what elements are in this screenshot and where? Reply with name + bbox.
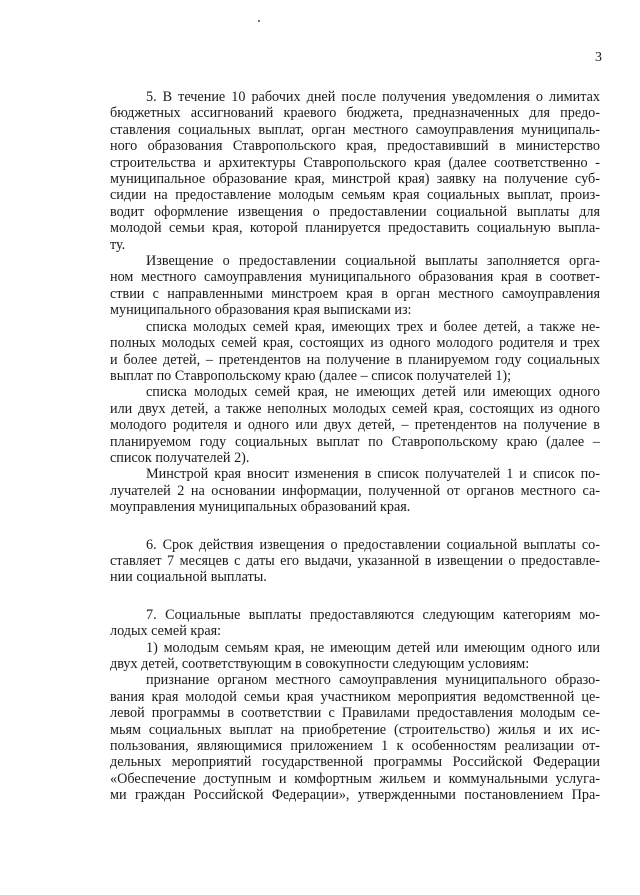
text-line: молодой семьи края, которой планируется предоставить социальную выпла- — [110, 220, 600, 237]
text-line: молодого родителя и одного или двух детей, – претендентов на получение в — [110, 417, 600, 434]
text-line: признание органом местного самоуправления муниципального образо- — [146, 672, 600, 689]
text-line: списка молодых семей края, имеющих трех и более детей, а также не- — [146, 318, 600, 335]
paragraph-p5 — [110, 89, 600, 253]
text-line: список получателей 2). — [110, 449, 250, 466]
text-line: пользования, являющимися приложением 1 к особенностям реализации от- — [110, 738, 600, 755]
text-line: ствии с направленными минстроем края в орган местного самоуправления — [110, 285, 600, 302]
text-line: лодых семей края: — [110, 623, 222, 640]
paragraph-p5-changes — [110, 466, 600, 515]
text-line: списка молодых семей края, не имеющих детей или имеющих одного — [146, 384, 600, 401]
paragraph-gap — [110, 586, 600, 607]
paragraph-p5-list2 — [110, 384, 600, 466]
text-line: строительства и архитектуры Ставропольского края (далее соответственно - — [110, 154, 600, 171]
text-line: ту. — [110, 236, 126, 253]
text-line: 6. Срок действия извещения о предоставлении социальной выплаты со- — [146, 536, 600, 553]
text-line: ставления социальных выплат, орган местного самоуправления муниципаль- — [110, 121, 600, 138]
text-line: ного образования Ставропольского края, предоставивший в министерство — [110, 138, 600, 155]
text-line: моуправления муниципальных образований края. — [110, 499, 411, 516]
paragraph-p7-1 — [110, 640, 600, 673]
text-line: лучателей 2 на основании информации, полученной от органов местного са- — [110, 482, 600, 499]
text-line: ставляет 7 месяцев с даты его выдачи, указанной в извещении о предоставле- — [110, 552, 600, 569]
text-line: левой программы в соответствии с Правилами предоставления молодым се- — [110, 705, 600, 722]
text-line: 7. Социальные выплаты предоставляются следующим категориям мо- — [146, 606, 600, 623]
text-line: двух детей, соответствующим в совокупности следующим условиям: — [110, 656, 530, 672]
text-line: водит оформление извещения о предоставлении социальной выплаты для — [110, 203, 600, 220]
paragraph-p7-1-recognition — [110, 672, 600, 803]
text-line: и более детей, – претендентов на получение в планируемом году социальных — [110, 351, 600, 368]
paragraph-p5-list1 — [110, 319, 600, 385]
paragraph-p7 — [110, 607, 600, 640]
text-line: полных молодых семей края, состоящих из одного молодого родителя и трех — [110, 335, 600, 352]
text-line: муниципальное образование края, минстрой края) заявку на получение суб- — [110, 171, 600, 188]
text-line: дельных мероприятий государственной программы Российской Федерации — [110, 754, 600, 771]
text-line: или двух детей, а также неполных молодых семей края, состоящих из одного — [110, 400, 600, 417]
text-line: бюджетных ассигнований краевого бюджета, предназначенных для предо- — [110, 105, 600, 122]
text-line: выплат по Ставропольскому краю (далее – список получателей 1); — [110, 367, 512, 384]
text-line: нии социальной выплаты. — [110, 569, 267, 586]
text-line: «Обеспечение доступным и комфортным жильем и коммунальными услуга- — [110, 770, 600, 787]
text-line: сидии на предоставление молодым семьям края социальных выплат, произ- — [110, 187, 600, 204]
text-line: Минстрой края вносит изменения в список получателей 1 и список по- — [146, 466, 600, 483]
paragraph-p5-notice — [110, 253, 600, 319]
text-line: ном местного самоуправления муниципального образования края в соответ- — [110, 269, 600, 286]
text-line: вания края молодой семьи края участником мероприятия ведомственной це- — [110, 688, 600, 705]
document-body — [110, 89, 600, 804]
text-line: муниципального образования края выписками из: — [110, 302, 412, 319]
page-number: 3 — [595, 50, 602, 65]
text-line: 5. В течение 10 рабочих дней после получения уведомления о лимитах — [146, 89, 600, 105]
text-line: мьям социальных выплат на приобретение (строительство) жилья и их ис- — [110, 721, 600, 738]
text-line: ми граждан Российской Федерации», утвержденными постановлением Пра- — [110, 787, 600, 804]
scan-speck — [258, 20, 260, 22]
text-line: Извещение о предоставлении социальной выплаты заполняется орга- — [146, 253, 600, 270]
paragraph-p6 — [110, 537, 600, 586]
paragraph-gap — [110, 516, 600, 537]
text-line: 1) молодым семьям края, не имеющим детей или имеющим одного или — [146, 639, 600, 656]
text-line: планируемом году социальных выплат по Ставропольскому краю (далее – — [110, 433, 600, 450]
